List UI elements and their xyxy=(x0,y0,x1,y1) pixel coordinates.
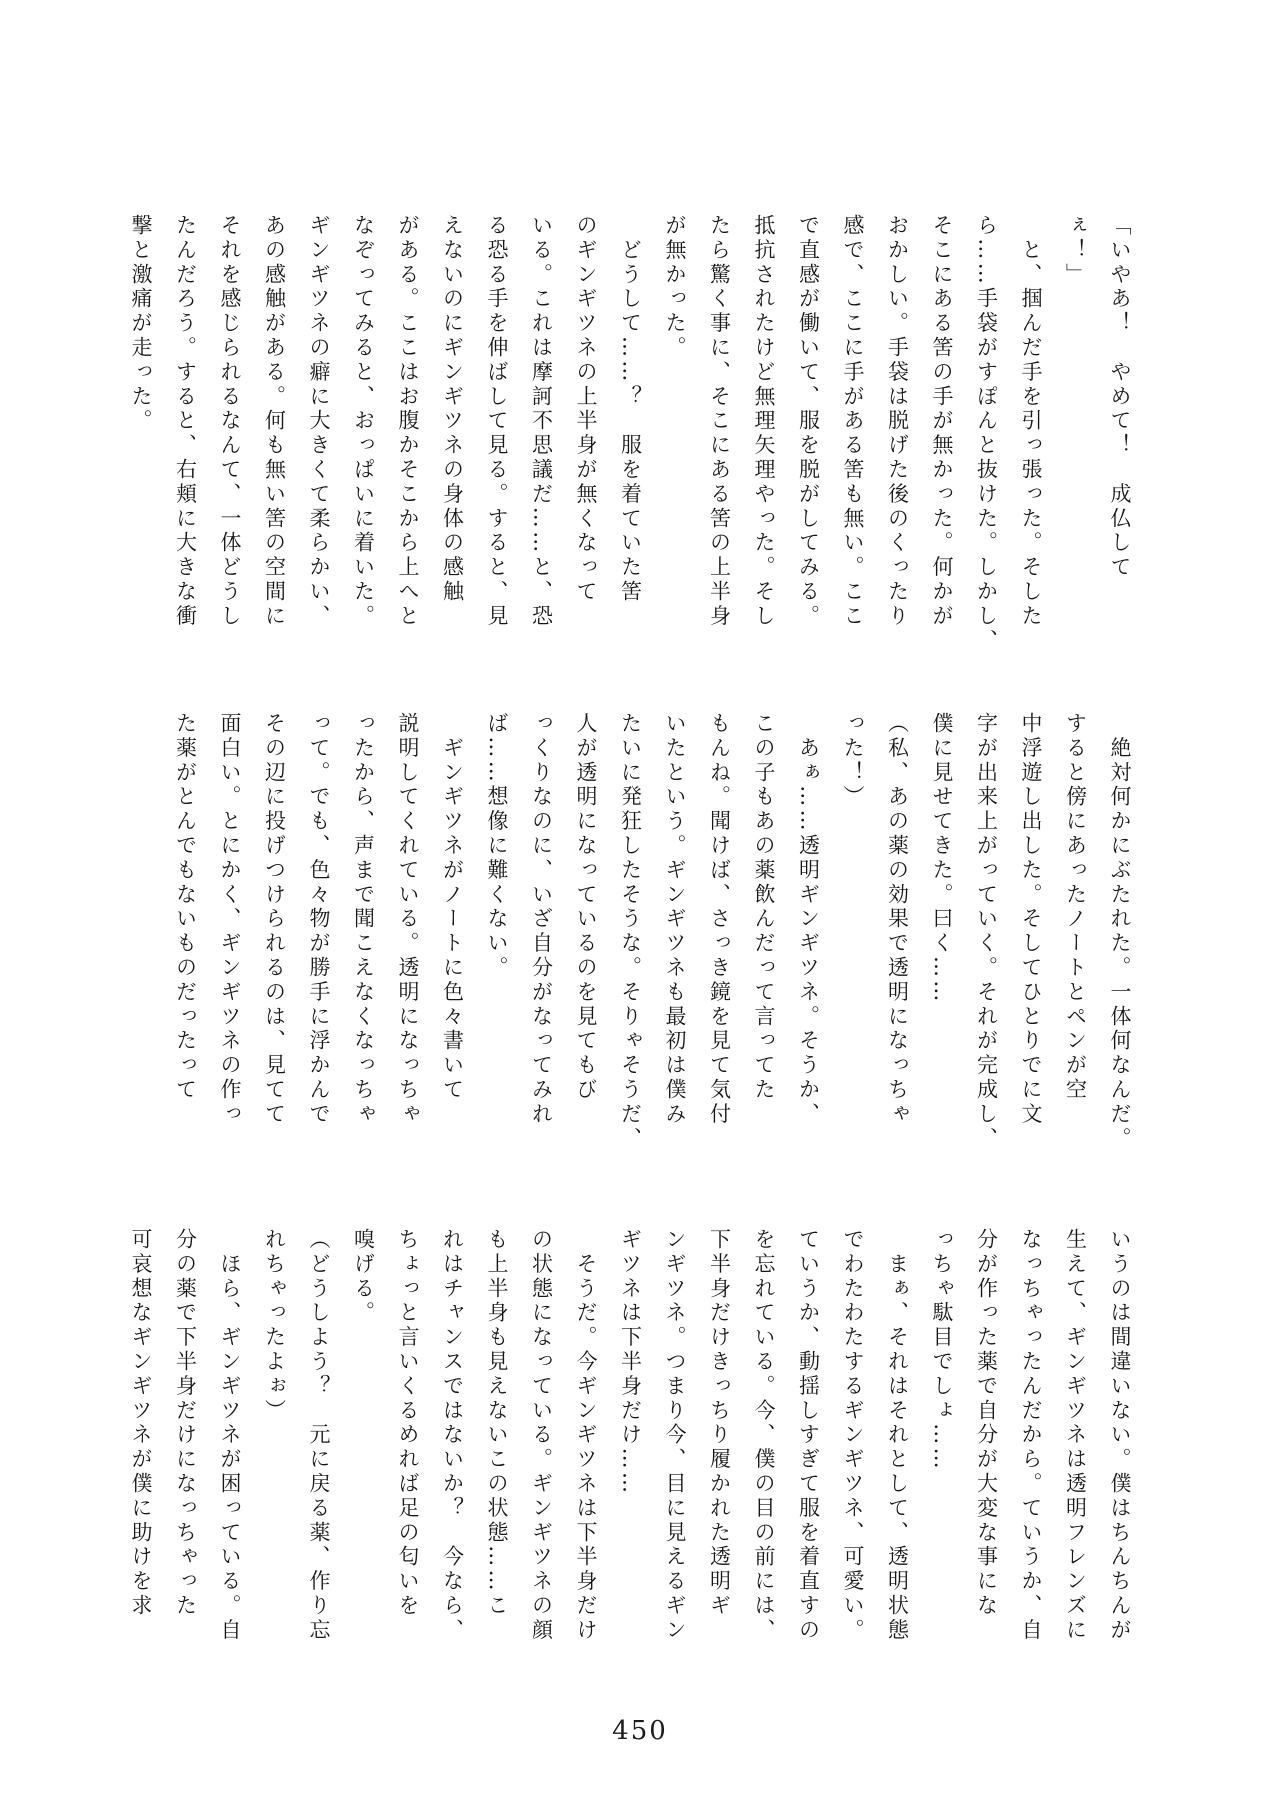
text-column: この子もあの薬飲んだって言ってた xyxy=(752,712,776,1103)
text-column: あぁ……透明ギンギツネ。そうか、 xyxy=(796,712,821,1127)
text-column: っくりなのに、いざ自分がなってみれ xyxy=(529,712,554,1127)
text-column: その辺に投げつけられるのは、見てて xyxy=(262,712,287,1127)
text-column: 絶対何かにぶたれた。一体何なんだ。 xyxy=(1108,712,1132,1152)
text-column: ぇ！」 xyxy=(1063,214,1088,288)
text-column: そこにある筈の手が無かった。何かが xyxy=(930,214,954,629)
text-column: でわたわたするギンギツネ、可愛い。 xyxy=(841,1228,865,1643)
text-column: ンギツネ。つまり今、目に見えるギン xyxy=(663,1228,687,1643)
text-column: 分の薬で下半身だけになっちゃった xyxy=(173,1228,198,1619)
text-column: れはチャンスではないか？ 今なら、 xyxy=(440,1228,465,1643)
text-column: いたという。ギンギツネも最初は僕み xyxy=(663,712,687,1127)
text-column: （どうしよう？ 元に戻る薬、作り忘 xyxy=(307,1228,331,1643)
text-column: まぁ、それはそれとして、透明状態 xyxy=(885,1228,910,1643)
text-column: どうして……？ 服を着ていた筈 xyxy=(618,214,643,605)
text-column: （私、あの薬の効果で透明になっちゃ xyxy=(885,712,910,1127)
text-column: の状態になっている。ギンギツネの顔 xyxy=(529,1228,554,1643)
text-column: ていうか、動揺しすぎて服を着直すの xyxy=(796,1228,821,1643)
text-column: 分が作った薬で自分が大変な事にな xyxy=(974,1228,999,1619)
text-column: って。でも、色々物が勝手に浮かんで xyxy=(307,712,331,1127)
text-column: なぞってみると、おっぱいに着いた。 xyxy=(351,214,376,629)
text-column: を忘れている。今、僕の目の前には、 xyxy=(752,1228,776,1643)
text-column: 人が透明になっているのを見てもび xyxy=(574,712,598,1103)
text-column: それを感じられるなんて、一体どうし xyxy=(218,214,242,629)
text-column: ったから、声まで聞こえなくなっちゃ xyxy=(351,712,376,1127)
page-number: 450 xyxy=(612,1716,668,1746)
text-column: も上半身も見えないこの状態……こ xyxy=(485,1228,509,1619)
text-column: ら……手袋がすぽんと抜けた。しかし、 xyxy=(974,214,999,654)
text-column: いうのは間違いない。僕はちんちんが xyxy=(1108,1228,1132,1643)
text-column: 中浮遊し出した。そしてひとりでに文 xyxy=(1019,712,1043,1127)
text-column: で直感が働いて、服を脱がしてみる。 xyxy=(796,214,821,629)
text-column: 僕に見せてきた。曰く…… xyxy=(930,712,954,1005)
text-column: たら驚く事に、そこにある筈の上半身 xyxy=(707,214,732,629)
text-column: すると傍にあったノートとペンが空 xyxy=(1063,712,1088,1103)
text-column: なっちゃったんだから。ていうか、自 xyxy=(1019,1228,1043,1643)
text-column: 「いやあ！ やめて！ 成仏して xyxy=(1108,214,1132,580)
text-column: たいに発狂したそうな。そりゃそうだ、 xyxy=(618,712,643,1152)
text-column: 撃と激痛が走った。 xyxy=(129,214,153,434)
text-column: えないのにギンギツネの身体の感触 xyxy=(440,214,465,605)
text-column: ギンギツネの癖に大きくて柔らかい、 xyxy=(307,214,331,629)
text-column: る恐る手を伸ばして見る。すると、見 xyxy=(485,214,509,629)
text-column: あの感触がある。何も無い筈の空間に xyxy=(262,214,287,629)
text-block-middle xyxy=(163,712,1142,1152)
text-column: いる。これは摩訶不思議だ……と、恐 xyxy=(529,214,554,629)
text-block-bottom xyxy=(119,1228,1143,1652)
text-column: がある。ここはお腹かそこから上へと xyxy=(396,214,420,629)
text-column: っちゃ駄目でしょ…… xyxy=(930,1228,954,1472)
text-column: 抵抗されたけど無理矢理やった。そし xyxy=(752,214,776,629)
text-column: 下半身だけきっちり履かれた透明ギ xyxy=(707,1228,732,1619)
text-column: もんね。聞けば、さっき鏡を見て気付 xyxy=(707,712,732,1127)
text-column: と、掴んだ手を引っ張った。そした xyxy=(1019,214,1043,629)
text-column: 説明してくれている。透明になっちゃ xyxy=(396,712,420,1127)
text-column: ほら、ギンギツネが困っている。自 xyxy=(218,1228,242,1643)
text-column: 生えて、ギンギツネは透明フレンズに xyxy=(1063,1228,1088,1643)
text-column: ちょっと言いくるめれば足の匂いを xyxy=(396,1228,420,1619)
text-column: たんだろう。すると、右頬に大きな衝 xyxy=(173,214,198,629)
text-column: 面白い。とにかく、ギンギツネの作っ xyxy=(218,712,242,1127)
text-column: れちゃったよぉ） xyxy=(262,1228,287,1424)
text-column: が無かった。 xyxy=(663,214,687,361)
text-column: った！） xyxy=(841,712,865,810)
text-column: のギンギツネの上半身が無くなって xyxy=(574,214,598,605)
text-column: ギンギツネがノートに色々書いて xyxy=(440,712,465,1103)
text-column: 可哀想なギンギツネが僕に助けを求 xyxy=(129,1228,153,1619)
text-column: た薬がとんでもないものだったって xyxy=(173,712,198,1103)
text-column: 感で、ここに手がある筈も無い。ここ xyxy=(841,214,865,629)
text-column: ば……想像に難くない。 xyxy=(485,712,509,981)
text-column: ギツネは下半身だけ…… xyxy=(618,1228,643,1497)
text-column: そうだ。今ギンギツネは下半身だけ xyxy=(574,1228,598,1643)
text-column: 字が出来上がっていく。それが完成し、 xyxy=(974,712,999,1152)
text-column: 嗅げる。 xyxy=(351,1228,376,1326)
text-block-top xyxy=(119,214,1143,654)
text-column: おかしい。手袋は脱げた後のくったり xyxy=(885,214,910,629)
